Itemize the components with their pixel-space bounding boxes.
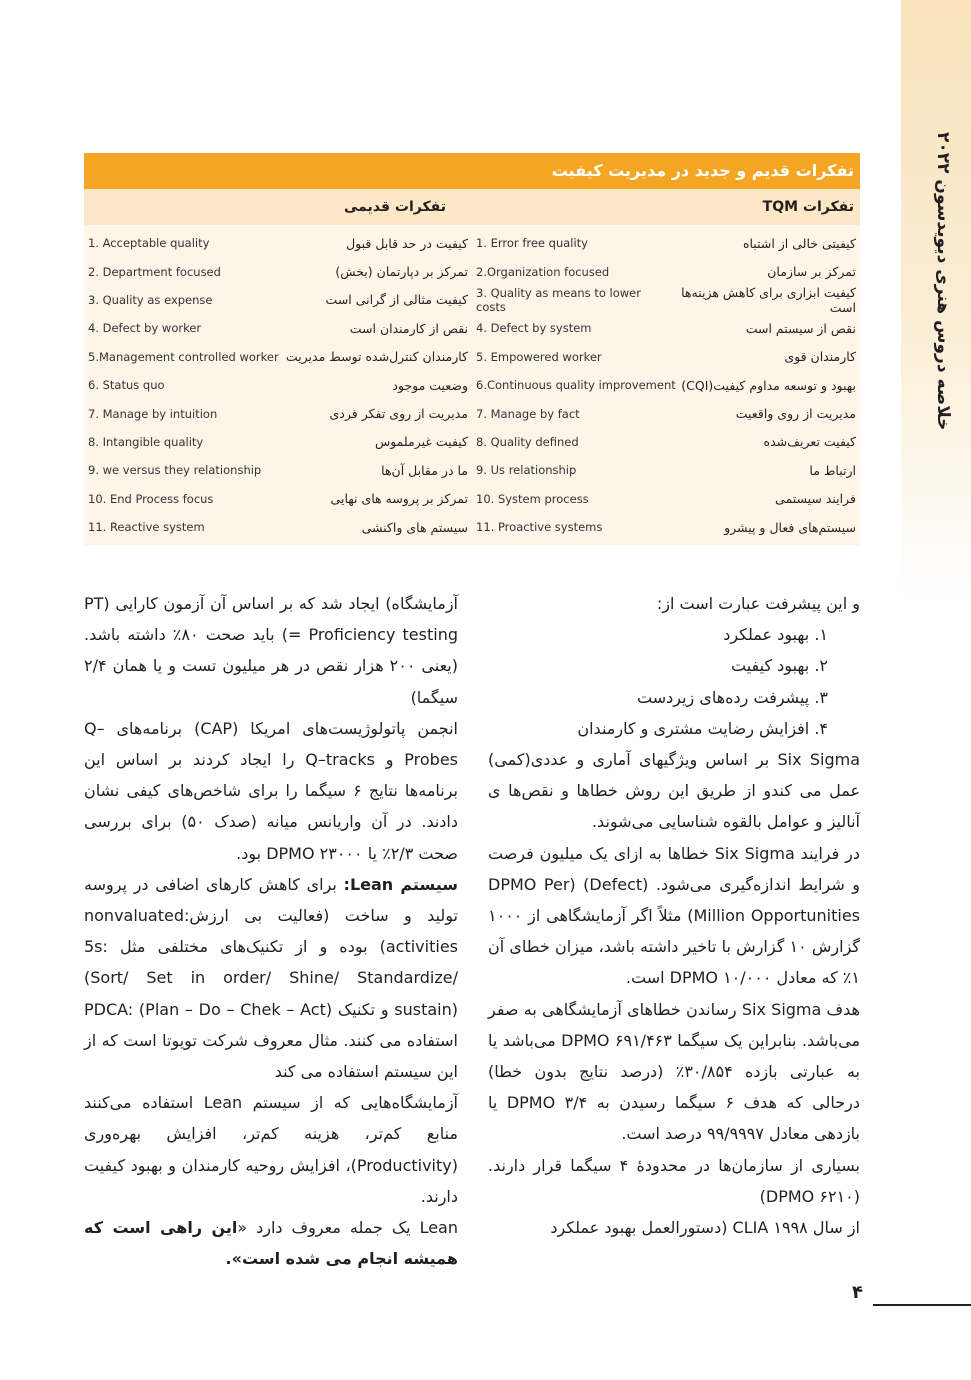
paragraph: آزمایشگاه‌هایی که از سیستم Lean استفاده می‌کنند منابع کم‌تر، هزینه کم‌تر، افزایش بهره‌وری (Productivity)، افزایش روحیه کارمندان و بهبود کیفیت دارند.: [84, 1093, 458, 1206]
tqm-cell-persian: کیفیتی خالی از اشتباه: [742, 235, 856, 251]
old-cell-persian: نقص از کارمندان است: [349, 320, 468, 336]
tqm-cell-english: 11. Proactive systems: [476, 520, 603, 535]
old-cell-persian: کیفیت غیرملموس: [374, 434, 468, 450]
old-cell-english: 8. Intangible quality: [88, 434, 204, 449]
tqm-cell-english: 1. Error free quality: [476, 236, 588, 251]
old-cell: [84, 434, 472, 449]
table-row: [84, 286, 860, 314]
old-cell: [84, 264, 472, 279]
list-item: ۳. پیشرفت رده‌های زیردست: [637, 687, 828, 707]
tqm-cell-persian: مدیریت از روی واقعیت: [735, 406, 856, 422]
tqm-cell: [472, 285, 860, 315]
table-body: [84, 225, 860, 545]
paragraph: [84, 869, 458, 1087]
paragraph: [84, 1212, 458, 1274]
left-text-column: [84, 588, 458, 1274]
old-cell: [84, 378, 472, 393]
tqm-cell-persian: کیفیت تعریف‌شده: [763, 434, 856, 450]
footer-rule: [873, 1304, 971, 1306]
old-cell-english: 4. Defect by worker: [88, 321, 202, 336]
list-item: ۴. افزایش رضایت مشتری و کارمندان: [577, 718, 828, 738]
tqm-cell-persian: ارتباط ما: [809, 462, 856, 478]
old-cell-persian: تمرکز بر پروسه های نهایی: [330, 491, 468, 507]
old-cell-persian: ما در مقابل آن‌ها: [381, 462, 468, 478]
old-cell-english: 9. we versus they relationship: [88, 463, 262, 478]
tqm-cell-persian: بهبود و توسعه مداوم کیفیت(CQI): [681, 377, 856, 393]
old-cell-english: 6. Status quo: [88, 378, 165, 393]
paragraph: از سال ۱۹۹۸ CLIA (دستورالعمل بهبود عملکرد: [550, 1218, 860, 1238]
table-row: [84, 257, 860, 285]
table-header: [84, 189, 860, 225]
old-cell-english: 11. Reactive system: [88, 520, 205, 535]
old-cell-english: 3. Quality as expense: [88, 292, 213, 307]
old-cell-persian: وضعیت موجود: [392, 377, 468, 393]
right-text-column: [488, 588, 860, 1243]
tqm-cell-english: 10. System process: [476, 491, 589, 506]
paragraph: هدف Six Sigma رساندن خطاهای آزمایشگاهی به صفر می‌باشد. بنابراین یک سیگما DPMO ۶۹۱/۴۶۳ می‌باشد یا به عبارتی بازده ۳۰/۸۵۴٪ (درصد نتایج بدون خطا) درحالی که هدف ۶ سیگما رسیدن به DPMO ۳/۴ یا بازدهی معادل ۹۹/۹۹۹۷ درصد است.: [488, 999, 861, 1144]
old-cell: [84, 236, 472, 251]
old-cell-persian: مدیریت از روی تفکر فردی: [329, 406, 468, 422]
tqm-cell: [472, 264, 860, 279]
table-row: [84, 456, 860, 484]
tqm-cell-persian: تمرکز بر سازمان: [767, 264, 856, 280]
table-row: [84, 343, 860, 371]
old-cell: [84, 463, 472, 478]
old-cell: [84, 491, 472, 506]
tqm-cell-persian: سیستم‌های فعال و پیشرو: [724, 519, 856, 535]
table-row: [84, 229, 860, 257]
old-cell-english: 10. End Process focus: [88, 491, 214, 506]
tqm-cell: [472, 434, 860, 449]
tqm-cell-persian: فرایند سیستمی: [775, 491, 856, 507]
tqm-cell-english: 5. Empowered worker: [476, 349, 602, 364]
tqm-cell: [472, 520, 860, 535]
tqm-cell: [472, 321, 860, 336]
tqm-cell-persian: کیفیت ابزاری برای کاهش هزینه‌ها است: [681, 284, 856, 315]
old-cell: [84, 349, 472, 364]
old-cell-english: 1. Acceptable quality: [88, 236, 210, 251]
table-row: [84, 399, 860, 427]
table-row: [84, 428, 860, 456]
lean-quote: این راهی است که همیشه انجام می شده است: [84, 1218, 458, 1269]
header-old: تفکرات قدیمی: [344, 199, 446, 215]
tqm-cell: [472, 236, 860, 251]
paragraph: در فرایند Six Sigma خطاها به ازای یک میلیون فرصت و شرایط اندازه‌گیری می‌شود. (Defect) (DPMO Per Million Opportunities) مثلاً اگر آزمایشگاهی از ۱۰۰۰ گزارش ۱۰ گزارش با تاخیر داشته باشد، میزان خطای آن ۱٪ که معادل DPMO ۱۰/۰۰۰ است.: [488, 843, 861, 988]
old-cell-english: 2. Department focused: [88, 264, 221, 279]
paragraph: انجمن پاتولوژیست‌های امریکا (CAP) برنامه‌های Q–Probes و Q–tracks را ایجاد کردند بر اساس این برنامه‌ها نتایج ۶ سیگما را برای شاخص‌های کیفی نشان دادند. در آن واریانس میانه (صدک ۵۰) برای بررسی صحت ۲/۳٪ یا DPMO ۲۳۰۰۰ بود.: [84, 718, 458, 863]
tqm-cell-english: 6.Continuous quality improvement: [476, 378, 676, 393]
old-cell: [84, 406, 472, 421]
improvement-list: [488, 619, 860, 744]
paragraph: Six Sigma بر اساس ویژگیهای آماری و عددی(کمی) عمل می کندو از طریق این روش خطاها و نقص‌ها ی آنالیز و عوامل بالقوه شناسایی می‌شوند.: [488, 750, 860, 832]
header-tqm: تفکرات TQM: [762, 199, 854, 215]
paragraph: آزمایشگاه) ایجاد شد که بر اساس آن آزمون کارایی (PT = Proficiency testing) باید صحت ۸۰٪ داشته باشد. (یعنی ۲۰۰ هزار نقص در هر میلیون تست و یا همان ۲/۴ سیگما): [84, 594, 459, 707]
tqm-cell-english: 7. Manage by fact: [476, 406, 580, 421]
table-row: [84, 371, 860, 399]
tqm-cell: [472, 378, 860, 393]
tqm-cell: [472, 406, 860, 421]
list-item: ۲. بهبود کیفیت: [731, 656, 828, 676]
list-item: ۱. بهبود عملکرد: [723, 625, 828, 645]
old-cell-english: 5.Management controlled worker: [88, 349, 279, 364]
lean-quote-end: ».: [225, 1249, 242, 1269]
running-header: خلاصه دروس هنری دیویدسون ۲۰۲۲: [933, 131, 953, 430]
tqm-cell: [472, 349, 860, 364]
paragraph: و این پیشرفت عبارت است از:: [656, 594, 860, 613]
tqm-cell-english: 3. Quality as means to lower costs: [476, 285, 641, 314]
tqm-cell: [472, 463, 860, 478]
table-row: [84, 485, 860, 513]
lean-quote-intro: Lean یک جمله معروف دارد «: [237, 1218, 458, 1238]
old-cell-persian: کارمندان کنترل‌شده توسط مدیریت: [285, 349, 468, 365]
tqm-cell-persian: کارمندان قوی: [784, 349, 856, 365]
lean-heading: سیستم Lean:: [343, 874, 458, 894]
table-title: تفکرات قدیم و جدید در مدیریت کیفیت: [84, 153, 860, 189]
table-row: [84, 314, 860, 342]
tqm-cell-english: 8. Quality defined: [476, 434, 579, 449]
tqm-cell: [472, 491, 860, 506]
old-cell-persian: سیستم های واکنشی: [361, 519, 468, 535]
old-cell: [84, 520, 472, 535]
tqm-cell-persian: نقص از سیستم است: [745, 320, 856, 336]
tqm-cell-english: 2.Organization focused: [476, 264, 610, 279]
tqm-cell-english: 4. Defect by system: [476, 321, 592, 336]
old-cell: [84, 292, 472, 307]
table-row: [84, 513, 860, 541]
quality-comparison-table: [84, 153, 860, 545]
page-number: ۴: [852, 1282, 863, 1303]
lean-text: برای کاهش کارهای اضافی در پروسه تولید و ساخت (فعالیت بی ارزش:nonvaluated activities) بوده و از تکنیک‌های مختلفی مثل 5s: (Sort/ Set in order/ Shine/ Standardize/ sustain) و تکنیک PDCA: (Plan – Do – Chek – Act) استفاده می کنند. مثال معروف شرکت تویوتا است که از این سیستم استفاده می کند: [84, 874, 458, 1082]
paragraph: بسیاری از سازمان‌ها در محدودهٔ ۴ سیگما قرار دارند. (۶۲۱۰ DPMO): [488, 1155, 860, 1206]
old-cell-persian: تمرکز بر دپارتمان (بخش): [335, 264, 468, 280]
old-cell-english: 7. Manage by intuition: [88, 406, 218, 421]
old-cell-persian: کیفیت در حد قابل قبول: [346, 235, 468, 251]
old-cell-persian: کیفیت مثالی از گرانی است: [325, 292, 468, 308]
old-cell: [84, 321, 472, 336]
tqm-cell-english: 9. Us relationship: [476, 463, 577, 478]
